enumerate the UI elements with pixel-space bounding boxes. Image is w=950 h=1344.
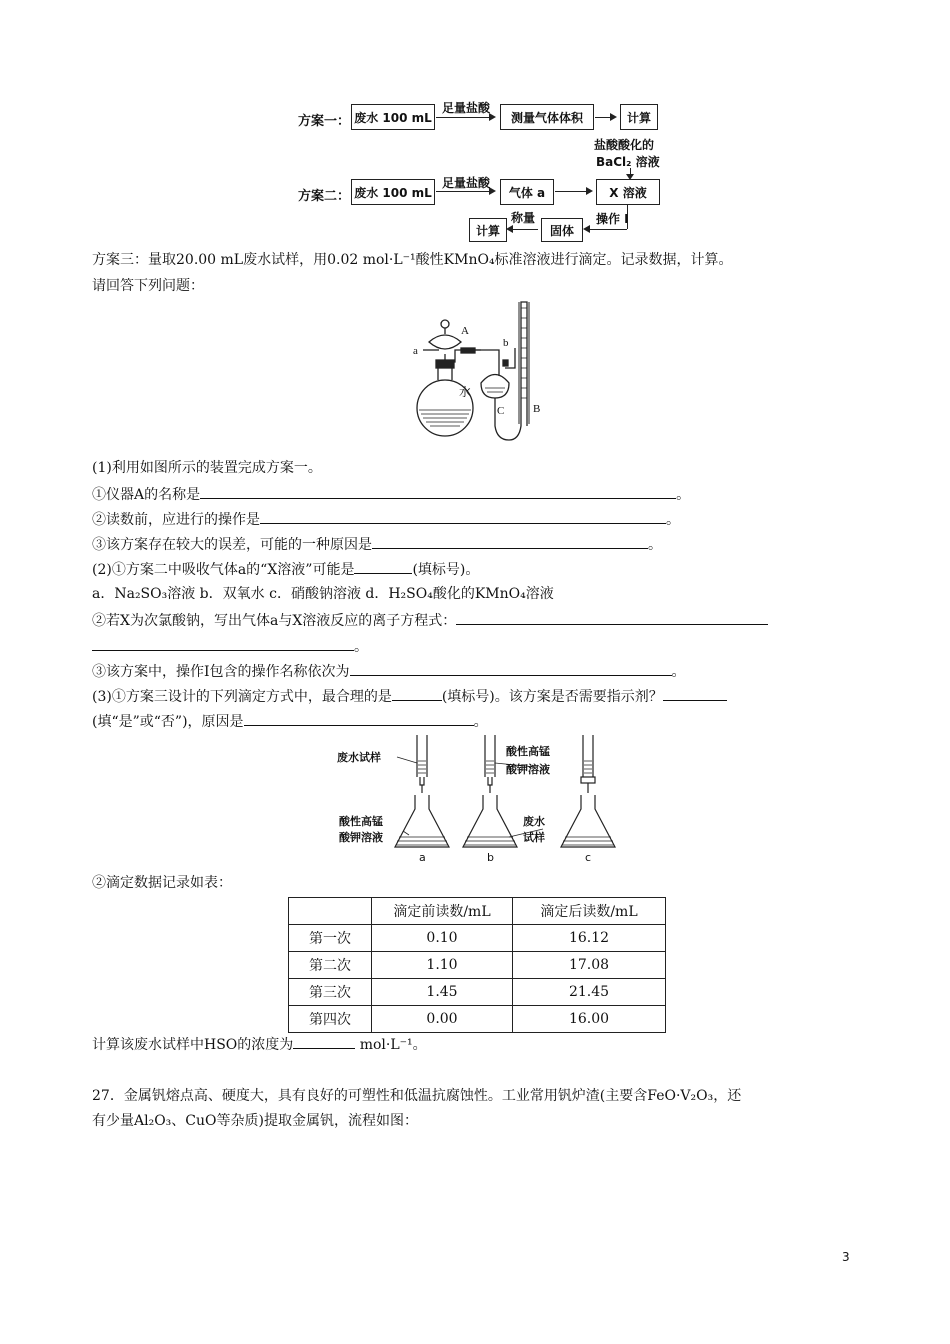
period: 。 [648, 537, 662, 553]
answer-blank[interactable] [456, 610, 768, 625]
liquid-b [486, 761, 494, 773]
calc-box-2: 计算 [469, 218, 507, 242]
label-a: a [419, 851, 426, 864]
label-a: a [413, 345, 418, 357]
bacl2-label-2: BaCl₂ 溶液 [596, 155, 660, 169]
q3-1-text: (3)①方案三设计的下列滴定方式中，最合理的是 [92, 689, 392, 705]
burette-c [583, 735, 593, 777]
answer-blank[interactable] [200, 484, 676, 499]
answer-blank[interactable] [392, 686, 442, 701]
rubber-c [581, 777, 595, 783]
answer-blank[interactable] [372, 534, 648, 549]
flask-liquid-c [562, 837, 614, 845]
table-cell: 16.00 [513, 1006, 666, 1033]
calc-line [92, 1034, 427, 1055]
answer-blank[interactable] [293, 1034, 355, 1049]
kmno4-flask-2: 酸钾溶液 [339, 831, 383, 844]
table-header: 滴定后读数/mL [513, 898, 666, 925]
q2-1-text: (2)①方案二中吸收气体a的“X溶液”可能是 [92, 562, 355, 578]
kmno4-top-2: 酸钾溶液 [506, 763, 550, 776]
table-cell: 0.10 [372, 925, 513, 952]
bacl2-label-1: 盐酸酸化的 [594, 138, 655, 152]
answer-prompt: 请回答下列问题： [92, 278, 204, 294]
delivery-tube-2 [475, 350, 499, 376]
x-solution-box: X 溶液 [596, 179, 660, 205]
calc-unit: mol·L⁻¹。 [355, 1037, 427, 1053]
arrow [595, 117, 615, 118]
waste-flask-1: 废水 [523, 815, 545, 828]
measure-box: 测量气体体积 [500, 104, 594, 130]
separatory-funnel [429, 335, 461, 349]
answer-blank[interactable] [350, 661, 672, 676]
plan2-label: 方案二： [298, 189, 351, 204]
q27-line-2: 有少量Al₂O₃、CuO等杂质)提取金属钒，流程如图： [92, 1113, 418, 1129]
waste-box-2: 废水 100 mL [351, 179, 435, 205]
answer-blank[interactable] [260, 509, 666, 524]
table-header [289, 898, 372, 925]
q2-2-text: ②若X为次氯酸钠，写出气体a与X溶液反应的离子方程式： [92, 613, 457, 629]
label-b: b [487, 851, 494, 864]
q1-2-text: ②读数前，应进行的操作是 [92, 512, 260, 528]
label-C: C [497, 405, 505, 417]
titration-diagram [335, 733, 625, 865]
arrow [555, 191, 591, 192]
scale-lines [521, 308, 527, 398]
answer-blank[interactable] [244, 711, 474, 726]
table-cell: 1.10 [372, 952, 513, 979]
q1: (1)利用如图所示的装置完成方案一。 [92, 460, 322, 476]
water-lines [485, 388, 505, 392]
plan1-label: 方案一： [298, 114, 351, 129]
arrow [508, 229, 538, 230]
table-cell: 1.45 [372, 979, 513, 1006]
period: 。 [473, 714, 488, 730]
arrow [436, 117, 494, 118]
period: 。 [354, 639, 368, 655]
hcl-label-1: 足量盐酸 [442, 101, 491, 115]
table-header-row [289, 898, 666, 925]
rubber-tube [461, 348, 475, 353]
stopcock-a [420, 777, 424, 785]
label-c: c [585, 851, 592, 864]
q2-3-text: ③该方案中，操作I包含的操作名称依次为 [92, 664, 350, 680]
period: 。 [671, 664, 686, 680]
q1-3-text: ③该方案存在较大的误差，可能的一种原因是 [92, 537, 372, 553]
flask-liquid-a [396, 837, 448, 845]
flask-c [561, 795, 615, 847]
stopcock-b [488, 777, 492, 785]
bulb-c [481, 375, 509, 399]
table-cell: 第三次 [289, 979, 372, 1006]
q1-3 [92, 534, 662, 555]
waste-box-1: 废水 100 mL [351, 104, 435, 130]
period: 。 [676, 487, 691, 503]
q3-1-cont [92, 711, 488, 732]
calc-box-1: 计算 [620, 104, 658, 130]
burette-a [417, 735, 427, 777]
table-cell: 第四次 [289, 1006, 372, 1033]
label-b: b [503, 337, 509, 349]
label-water: 水 [459, 385, 472, 399]
burette-b [485, 735, 495, 777]
table-cell: 第二次 [289, 952, 372, 979]
liquid-lines [419, 410, 471, 426]
sample-waste-label: 废水试样 [337, 751, 381, 764]
flask-b [463, 795, 517, 847]
stopper [436, 360, 454, 368]
table-cell: 16.12 [513, 925, 666, 952]
solid-box: 固体 [541, 218, 583, 242]
answer-blank[interactable] [663, 686, 727, 701]
pointer-a-bottom [403, 831, 409, 835]
arrow [436, 191, 494, 192]
q1-1-text: ①仪器A的名称是 [92, 487, 201, 503]
q3-1 [92, 686, 727, 707]
operation-label: 操作 I [596, 212, 629, 226]
table-row [289, 952, 666, 979]
q2-3 [92, 661, 686, 682]
kmno4-top-1: 酸性高锰 [506, 745, 550, 758]
label-B: B [533, 403, 541, 415]
q2-2 [92, 610, 768, 631]
rubber-tubing [495, 302, 527, 440]
funnel-stopper [441, 320, 449, 328]
answer-blank[interactable] [354, 559, 412, 574]
clip-b [503, 360, 508, 366]
arrow [585, 229, 627, 230]
kmno4-flask-1: 酸性高锰 [339, 815, 383, 828]
gas-a-box: 气体 a [500, 179, 554, 205]
flask-liquid-b [464, 837, 516, 845]
hcl-label-2: 足量盐酸 [442, 176, 491, 190]
q3-2: ②滴定数据记录如表： [92, 875, 232, 891]
waste-flask-2: 试样 [523, 831, 545, 844]
table-cell: 21.45 [513, 979, 666, 1006]
table-cell: 17.08 [513, 952, 666, 979]
table-cell: 0.00 [372, 1006, 513, 1033]
q3-1-b: (填“是”或“否”)，原因是 [92, 714, 244, 730]
pointer-a-top [397, 757, 417, 763]
page-number: 3 [842, 1250, 850, 1264]
q1-2 [92, 509, 680, 530]
q2-options: a．Na₂SO₃溶液 b．双氧水 c．硝酸钠溶液 d．H₂SO₄酸化的KMnO₄溶液 [92, 586, 554, 602]
table-cell: 第一次 [289, 925, 372, 952]
titration-table [288, 897, 666, 1033]
q2-1 [92, 559, 479, 580]
table-row [289, 979, 666, 1006]
period: 。 [666, 512, 680, 528]
liquid-a [418, 761, 426, 773]
liquid-c [584, 761, 592, 773]
q1-1 [92, 484, 690, 505]
answer-blank[interactable] [92, 636, 354, 651]
weigh-label: 称量 [511, 211, 536, 225]
calc-text: 计算该废水试样中HSO的浓度为 [92, 1037, 294, 1053]
plan3-text: 方案三：量取20.00 mL废水试样，用0.02 mol·L⁻¹酸性KMnO₄标准溶液进行滴定。记录数据，计算。 [92, 252, 733, 268]
table-row [289, 925, 666, 952]
flask-a [395, 795, 449, 847]
label-A: A [461, 325, 469, 337]
table-row [289, 1006, 666, 1033]
q2-1-tail: (填标号)。 [412, 562, 480, 578]
q27-line-1: 27．金属钒熔点高、硬度大，具有良好的可塑性和低温抗腐蚀性。工业常用钒炉渣(主要含FeO·V₂O₃，还 [92, 1088, 742, 1104]
apparatus-diagram [405, 298, 555, 448]
q3-1-mid: (填标号)。该方案是否需要指示剂？ [441, 689, 663, 705]
table-header: 滴定前读数/mL [372, 898, 513, 925]
q2-2-cont [92, 636, 368, 657]
